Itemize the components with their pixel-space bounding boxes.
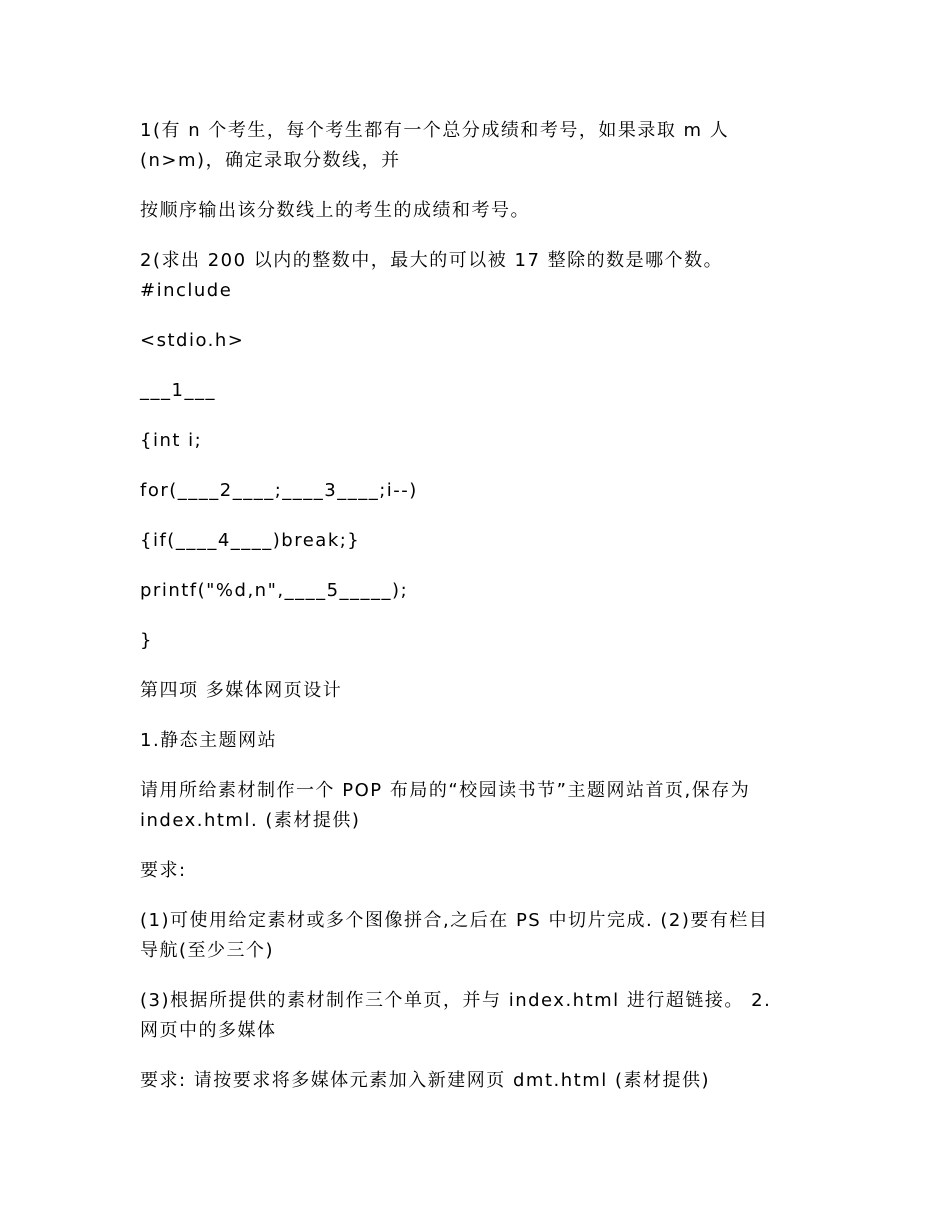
paragraph-requirements-label (140, 856, 820, 886)
code-line-close-brace (140, 626, 820, 656)
text-line: (3)根据所提供的素材制作三个单页，并与 index.html 进行超链接。 2. (140, 990, 772, 1011)
paragraph-requirement-1-2 (140, 906, 820, 966)
text-line: 2(求出 200 以内的整数中，最大的可以被 17 整除的数是哪个数。 (140, 250, 724, 271)
text-line: index.html. (素材提供) (140, 810, 361, 831)
paragraph-question-2 (140, 246, 820, 306)
code-line-stdio (140, 326, 820, 356)
paragraph-multimedia-requirement (140, 1066, 820, 1096)
code-line: {if(____4____)break;} (140, 530, 361, 551)
code-line: {int i; (140, 430, 203, 451)
text-line: 要求: (140, 860, 187, 881)
heading-line: 1.静态主题网站 (140, 730, 278, 751)
subsection-heading (140, 726, 820, 756)
code-line-blank-1 (140, 376, 820, 406)
code-line-int (140, 426, 820, 456)
section-heading (140, 676, 820, 706)
code-line-for (140, 476, 820, 506)
heading-line: 第四项 多媒体网页设计 (140, 680, 343, 701)
text-line: 导航(至少三个) (140, 940, 275, 961)
paragraph-requirement-3 (140, 986, 820, 1046)
text-line: (1)可使用给定素材或多个图像拼合,之后在 PS 中切片完成. (2)要有栏目 (140, 910, 769, 931)
text-line: 网页中的多媒体 (140, 1020, 277, 1041)
text-line: (n>m)，确定录取分数线，并 (140, 150, 401, 171)
paragraph-question-1 (140, 116, 820, 176)
text-line: 按顺序输出该分数线上的考生的成绩和考号。 (140, 200, 530, 221)
text-line: 请用所给素材制作一个 POP 布局的“校园读书节”主题网站首页,保存为 (140, 780, 751, 801)
code-line-if (140, 526, 820, 556)
code-line: <stdio.h> (140, 330, 245, 351)
code-line: ___1___ (140, 380, 216, 401)
paragraph-question-1-cont (140, 196, 820, 226)
code-line: } (140, 630, 153, 651)
code-line: #include (140, 280, 233, 301)
code-line: for(____2____;____3____;i--) (140, 480, 418, 501)
text-line: 要求: 请按要求将多媒体元素加入新建网页 dmt.html (素材提供) (140, 1070, 711, 1091)
code-line-printf (140, 576, 820, 606)
paragraph-task (140, 776, 820, 836)
text-line: 1(有 n 个考生，每个考生都有一个总分成绩和考号，如果录取 m 人 (140, 120, 730, 141)
code-line: printf("%d,n",____5_____); (140, 580, 409, 601)
